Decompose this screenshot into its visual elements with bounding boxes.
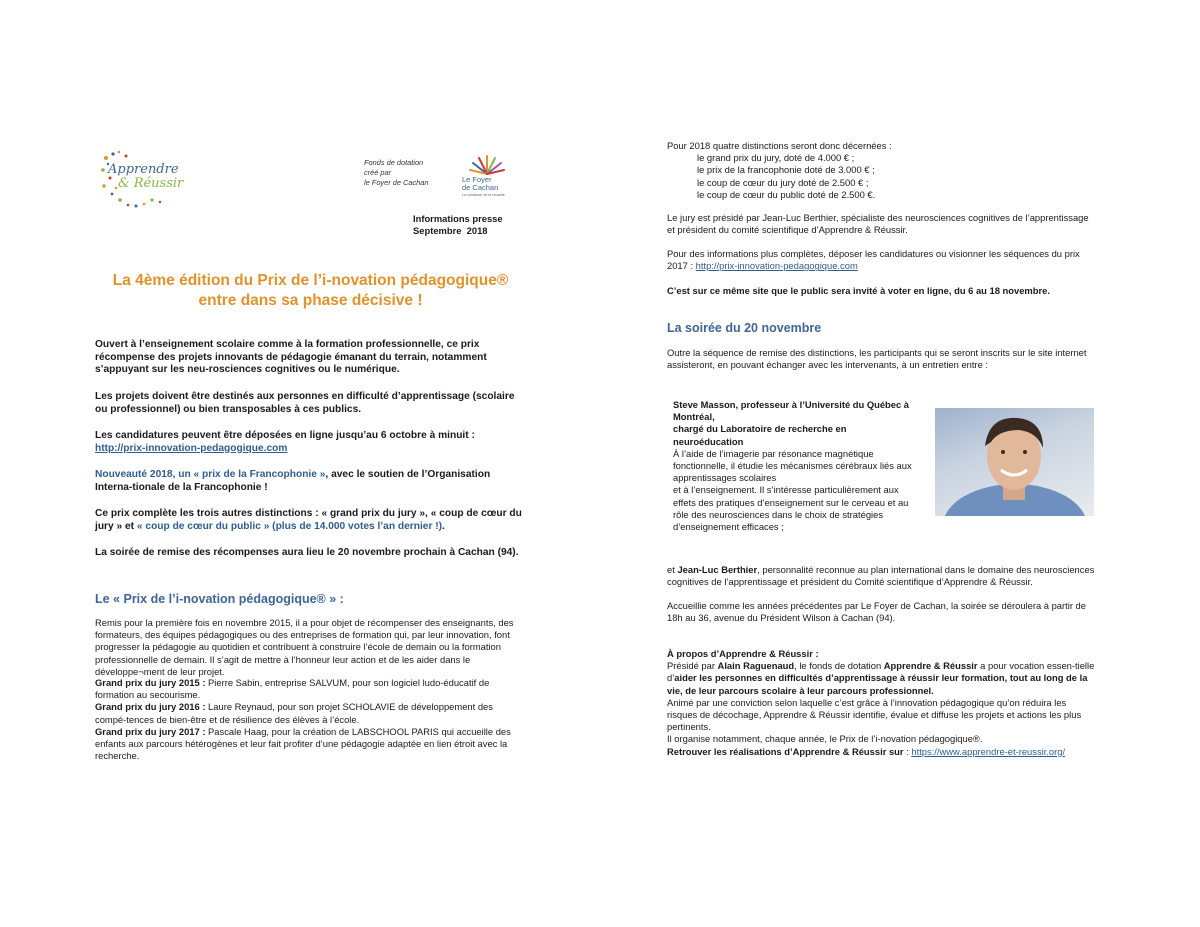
winner-item [95,701,525,725]
foyer-name-line: Le Foyer [462,175,492,184]
winner-text: Pascale Haag, pour la création de LABSCHOOL PARIS qui accueille des enfants aux parcours hétérogènes et leur fait profiter d’une pédagogie adaptée en lien étroit avec la recherche. [95,725,511,762]
winner-item [95,677,525,701]
paragraph-text: Les candidatures peuvent être déposées en ligne jusqu’au 6 octobre à minuit : [95,430,475,441]
foyer-name-line: de Cachan [462,183,499,192]
section-heading-prix: Le « Prix de l’i-novation pédagogique® » : [95,592,344,606]
ceremony-paragraph [95,547,525,560]
paragraph-text: Les projets doivent être destinés aux personnes en difficulté d’apprentissage (scolaire ou professionnel) ou bien transposables à ces publics. [95,391,515,415]
paragraph-text: , le fonds de dotation [794,660,884,672]
section-heading-soiree: La soirée du 20 novembre [667,321,822,335]
paragraph-text: , avec le soutien de l’Organisation Interna-tionale de la Francophonie ! [95,469,491,493]
logo-apprendre-text: Apprendre [108,162,179,177]
paragraph-text: Ouvert à l’enseignement scolaire comme à la formation professionnelle, ce prix récompense des projets innovants de pédagogie émanant du terrain, notamment s’appuyant sur les neu-rosciences cognitives ou le numérique. [95,339,487,376]
paragraph-text: Outre la séquence de remise des distinctions, les participants qui se seront inscrits sur le site internet assisteront, en pouvant échanger avec les intervenants, à un entretien entre : [667,347,1087,371]
press-label: Informations presse [413,213,503,224]
paragraph-text: Il organise notamment, chaque année, le Prix de l’i-novation pédagogique®. [667,733,983,745]
paragraph-text: C’est sur ce même site que le public sera invité à voter en ligne, du 6 au 18 novembre. [667,285,1050,296]
paragraph-text: Retrouver les réalisations d’Apprendre & Réussir sur [667,745,904,757]
speaker-role: chargé du Laboratoire de recherche en neuroéducation [673,423,847,447]
prix-website-link-2[interactable]: http://prix-innovation-pedagogique.com [695,260,858,272]
deadline-paragraph [95,430,525,455]
fonds-note [364,158,429,188]
jury-paragraph [667,212,1097,236]
about-section [667,648,1097,758]
winner-text: Pierre Sabin, entreprise SALVUM, pour son logiciel ludo-éducatif de formation au secourisme. [95,677,490,701]
mission-highlight: aider les personnes en difficultés d’apprentissage à réussir leur formation, tout au long de la vie, de leur parcours scolaire à leur parcours professionnel. [667,672,1088,696]
page-title [95,271,526,311]
apprendre-reussir-logo [98,148,184,212]
speaker-portrait-icon [935,408,1094,516]
paragraph-text: Pour des informations plus complètes, déposer les candidatures ou visionner les séquences du prix 2017 : [667,248,1080,272]
winner-label: Grand prix du jury 2015 : [95,677,206,688]
president-name: Alain Raguenaud [717,660,795,672]
soiree-paragraph [667,347,1097,371]
winner-label: Grand prix du jury 2017 : [95,725,206,737]
distinctions-intro [667,140,1092,201]
paragraph-text: . [442,520,445,532]
speaker-description: À l’aide de l’imagerie par résonance magnétique fonctionnelle, il étudie les mécanismes cérébraux liés aux apprentissages scolaires [673,447,912,484]
logo-reussir-text: & Réussir [118,176,184,191]
winners-list [95,677,525,762]
about-heading: À propos d’Apprendre & Réussir : [667,648,819,659]
title-line-2: entre dans sa phase décisive ! [198,292,423,309]
speaker-photo [935,408,1094,516]
francophonie-highlight: Nouveauté 2018, un « prix de la Francophonie » [95,469,326,480]
speaker-description: et à l’enseignement. Il s’intéresse particulièrement aux effets des pratiques d’enseignement sur le cerveau et au rôle des neurosciences dans le choix de stratégies d’enseignement efficaces ; [673,484,909,533]
foyer-tagline: La confiance de la réussite [462,193,505,197]
paragraph-text: Animé par une conviction selon laquelle c’est grâce à l’innovation pédagogique qu’on réduira les risques de décochage, Apprendre & Réussir identifie, évalue et diffuse les projets et actions les plus pertinents. [667,696,1082,733]
speaker-bio [673,399,918,533]
winner-label: Grand prix du jury 2016 : [95,701,206,713]
fonds-note-line: Fonds de dotation [364,158,424,167]
org-name: Apprendre & Réussir [883,660,978,672]
paragraph-text: a pour vocation essen-tielle d’ [667,660,1095,684]
target-paragraph [95,391,525,416]
speaker-title: Steve Masson, professeur à l’Université du Québec à Montréal, [673,399,910,423]
paragraph-text: et [667,564,678,575]
paragraph-text: Ce prix complète les trois autres distinctions : « grand prix du jury », « coup de cœur du jury » et [95,508,522,532]
press-info [413,213,503,237]
paragraph-text: Accueillie comme les années précédentes par Le Foyer de Cachan, la soirée se déroulera à partir de 18h au 36, avenue du Président Wilson à Cachan (94). [667,600,1086,624]
vote-paragraph [667,285,1107,297]
distinctions-paragraph [95,508,525,533]
title-line-1: La 4ème édition du Prix de l’i-novation pédagogique® [112,272,509,289]
apprendre-reussir-link[interactable]: https://www.apprendre-et-reussir.org/ [911,745,1066,757]
fonds-note-line: créé par [364,168,392,177]
winner-item [95,726,525,763]
fonds-note-line: le Foyer de Cachan [364,178,429,187]
right-page [600,0,1200,927]
prix-website-link[interactable]: http://prix-innovation-pedagogique.com [95,442,288,454]
distinction-item: le grand prix du jury, doté de 4.000 € ; [697,152,855,164]
paragraph-text: : [903,745,912,757]
prix-description [95,617,525,678]
foyer-de-cachan-logo [458,152,516,200]
distinction-item: le prix de la francophonie doté de 3.000 € ; [697,164,875,176]
info-paragraph [667,248,1097,272]
distinction-item: le coup de cœur du public doté de 2.500 €. [697,188,876,200]
winner-text: Laure Reynaud, pour son projet SCHOLAVIE de développement des compé-tences de bien-être et de résilience des élèves à l’école. [95,701,493,725]
paragraph-text: Le jury est présidé par Jean-Luc Berthier, spécialiste des neurosciences cognitives de l’apprentissage et président du comité scientifique d’Apprendre & Réussir. [667,212,1089,236]
intro-paragraph [95,339,525,377]
francophonie-paragraph [95,469,525,494]
venue-paragraph [667,600,1097,624]
paragraph-text: Remis pour la première fois en novembre 2015, il a pour objet de récompenser des enseignants, des formateurs, des équipes pédagogiques ou des entreprises de formation qui, par leur innovation, font progresser la pédagogie au quotidien et contribuent à construire l’école de demain ou la formation professionnelle de demain. Il s’agit de mettre à l’honneur leur action et de les aider dans le développe¬ment de leur projet. [95,617,514,677]
paragraph-text: , personnalité reconnue au plan international dans le domaine des neurosciences cognitives de l’apprentissage et président du Comité scientifique d’Apprendre & Réussir. [667,564,1095,588]
public-vote-highlight: « coup de cœur du public » (plus de 14.000 votes l’an dernier !) [136,520,443,532]
distinction-item: le coup de cœur du jury doté de 2.500 € ; [697,176,869,188]
press-date: Septembre 2018 [413,225,488,236]
berthier-paragraph [667,564,1097,588]
paragraph-text: La soirée de remise des récompenses aura lieu le 20 novembre prochain à Cachan (94). [95,547,519,558]
distinctions-list [667,152,1092,201]
berthier-name: Jean-Luc Berthier [677,564,758,575]
paragraph-text: Pour 2018 quatre distinctions seront donc décernées : [667,140,892,151]
paragraph-text: Présidé par [667,660,718,672]
